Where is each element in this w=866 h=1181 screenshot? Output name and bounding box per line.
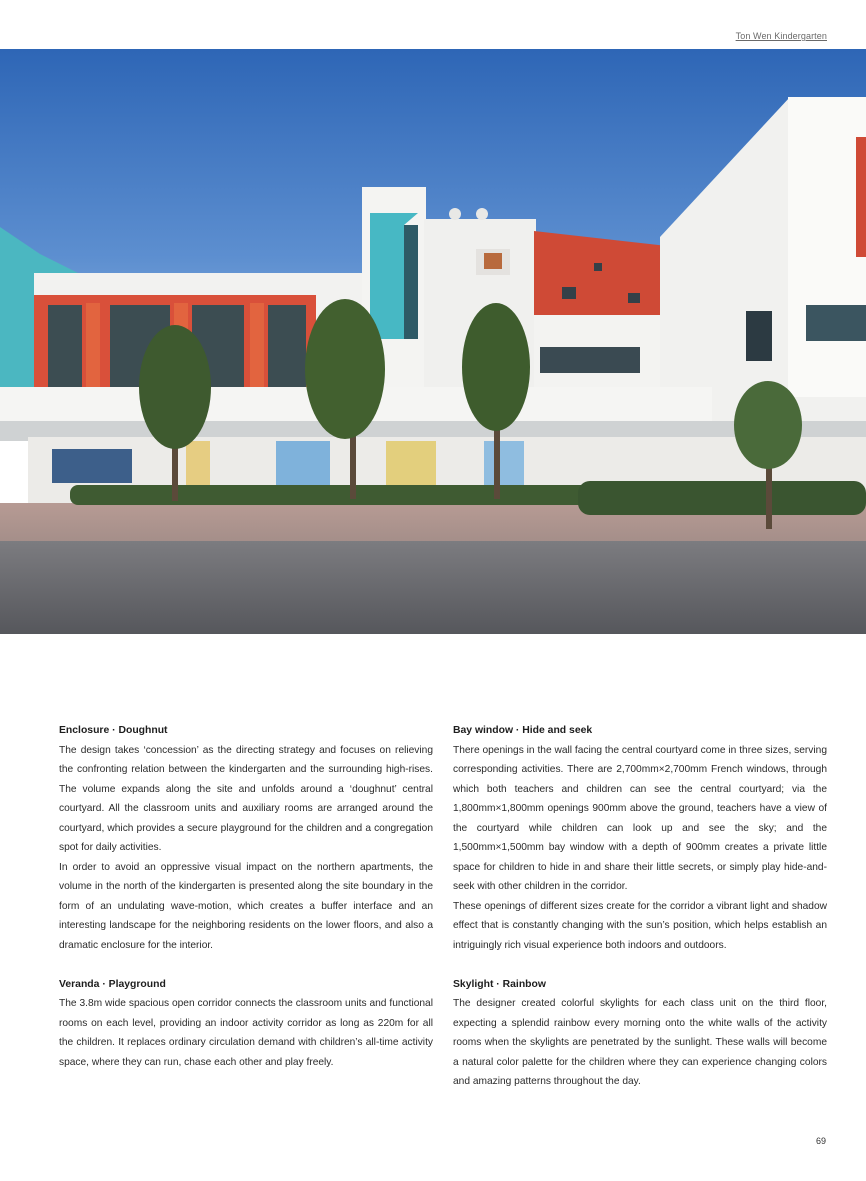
paragraph: In order to avoid an oppressive visual impact on the northern apartments, the volume in the north of the kindergarten is presented along the site boundary in the form of an undulating wave-motion, which creates a buffer interface and an interesting landscape for the neighboring residents on the lower floors, and also a dramatic enclosure for the interior.	[59, 861, 433, 951]
left-column	[59, 721, 433, 1092]
section-veranda	[59, 975, 433, 1073]
section-heading: Skylight · Rainbow	[453, 978, 546, 990]
section-heading: Enclosure · Doughnut	[59, 725, 168, 736]
section-heading: Veranda · Playground	[59, 978, 166, 990]
paragraph: The designer created colorful skylights for each class unit on the third floor, expecting a splendid rainbow every morning onto the white walls of the activity rooms when the skylights are penetrated by the sunlight. These walls will become a natural color palette for the children where they can experience changing colors and amazing patterns throughout the day.	[453, 998, 827, 1087]
running-head[interactable]: Ton Wen Kindergarten	[735, 31, 827, 41]
section-enclosure	[59, 721, 433, 955]
paragraph: These openings of different sizes create for the corridor a vibrant light and shadow effect that is constantly changing with the sun’s position, which helps establish an intriguingly rich visual experience both indoors and outdoors.	[453, 900, 827, 951]
paragraph: The design takes ‘concession’ as the directing strategy and focuses on relieving the confronting relation between the kindergarten and the surrounding high-rises. The volume expands along the site and unfolds around a ‘doughnut’ central courtyard. All the classroom units and auxiliary rooms are arranged around the courtyard, which provides a secure playground for the children and a congregation spot for daily activities.	[59, 744, 433, 853]
paragraph: There openings in the wall facing the central courtyard come in three sizes, serving corresponding activities. There are 2,700mm×2,700mm French windows, through which both teachers and children can see the central courtyard; via the 1,800mm×1,800mm openings 900mm above the ground, teachers have a view of the courtyard while children can look up and see the sky; and the 1,500mm×1,500mm bay window with a depth of 900mm creates a private little space for children to hide in and share their little secrets, or simply play hide-and-seek with other children in the corridor.	[453, 744, 827, 892]
section-heading: Bay window · Hide and seek	[453, 725, 593, 736]
paragraph: The 3.8m wide spacious open corridor connects the classroom units and functional rooms on each level, providing an indoor activity corridor as long as 220m for all the children. It replaces ordinary circulation demand with children’s all-time activity space, where they can run, chase each other and play freely.	[59, 998, 433, 1068]
section-bay-window	[453, 721, 827, 955]
kindergarten-photo	[0, 49, 866, 634]
road	[0, 541, 866, 634]
section-skylight	[453, 975, 827, 1092]
page-number: 69	[815, 1136, 826, 1146]
right-column	[453, 721, 827, 1111]
